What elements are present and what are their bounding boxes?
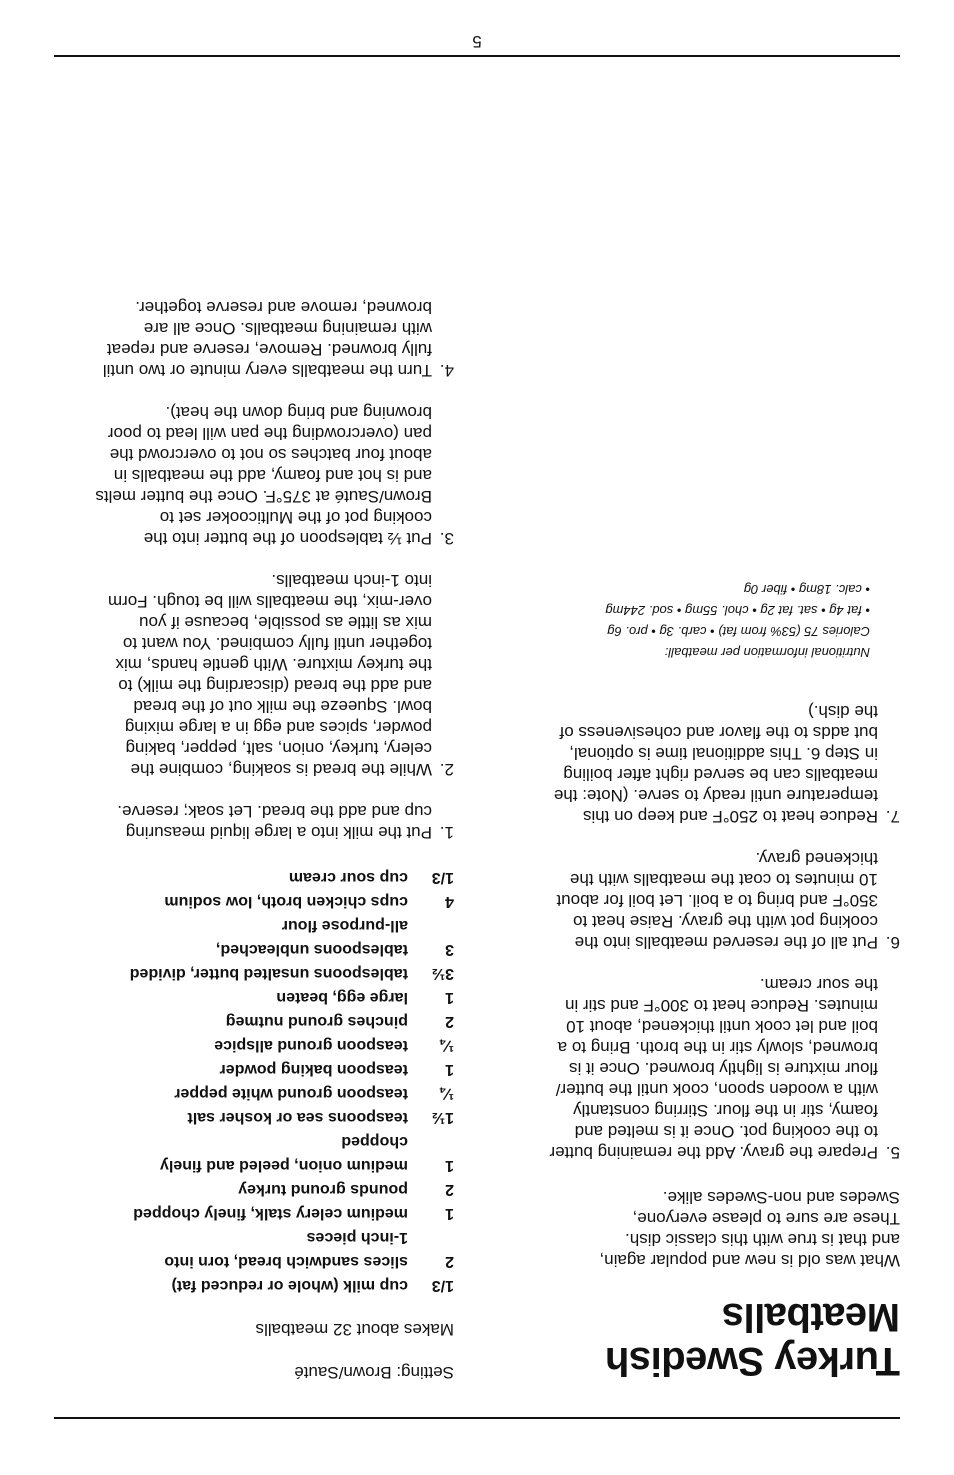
ingredient-description: [54, 1057, 408, 1081]
step-line: foamy, stir in the flour. Stirring constantly: [573, 1101, 878, 1120]
step-line: Prepare the gravy. Add the remaining butter: [549, 1143, 878, 1162]
ingredient-item: [54, 985, 454, 1009]
step-number: 7.: [885, 807, 900, 826]
step-line: Brown/Sauté at 375°F. Once the butter melts: [95, 487, 432, 506]
ingredient-amount: 1/3: [431, 869, 454, 886]
steps-right-list: [54, 297, 454, 843]
ingredient-amount: 1: [445, 1205, 454, 1222]
step-line: Put all of the reserved meatballs into the: [574, 933, 878, 952]
step-line: meatballs can be served right after boiling: [563, 765, 878, 784]
step-line: thickened gravy.: [755, 849, 878, 868]
ingredient-line: pounds ground turkey: [238, 1181, 408, 1198]
step-line: and is hot and foamy, add the meatballs in: [113, 466, 432, 485]
ingredient-description: [54, 1177, 408, 1201]
instruction-step: [490, 848, 900, 953]
step-line: to the cooking pot. Once it is melted and: [574, 1122, 878, 1141]
nutrition-line: • calc. 18mg • fiber 0g: [743, 582, 870, 597]
ingredient-item: [54, 1033, 454, 1057]
nutrition-info: [490, 579, 900, 663]
page-number: 5: [472, 32, 482, 51]
ingredient-amount: ¼: [440, 1037, 454, 1054]
ingredient-description: [54, 961, 408, 985]
ingredient-amount: 2: [445, 1181, 454, 1198]
step-text: [117, 801, 432, 843]
ingredient-line: teaspoon ground allspice: [214, 1037, 408, 1054]
ingredient-description: [54, 865, 408, 889]
instruction-step: [490, 974, 900, 1163]
ingredient-amount: 2: [445, 1013, 454, 1030]
step-line: flour mixture is lightly browned. Once it is: [569, 1059, 878, 1078]
instruction-step: [54, 402, 454, 549]
ingredient-description: [54, 913, 408, 961]
top-rule: [54, 1417, 900, 1419]
ingredient-line: pinches ground nutmeg: [225, 1013, 408, 1030]
step-line: bowl. Squeeze the milk out of the bread: [133, 697, 432, 716]
ingredient-line: large egg, beaten: [276, 989, 408, 1006]
step-line: While the bread is soaking, combine the: [130, 760, 432, 779]
ingredient-amount: 3: [445, 941, 454, 958]
ingredient-amount: 1½: [431, 1109, 454, 1126]
ingredient-description: [54, 1081, 408, 1105]
step-text: [95, 402, 432, 549]
step-line: into 1-inch meatballs.: [271, 571, 432, 590]
recipe-title: Turkey Swedish Meatballs: [605, 1295, 900, 1383]
ingredient-list: [54, 865, 454, 1297]
step-text: [549, 974, 878, 1163]
step-line: cooking pot of the Multicooker set to: [159, 508, 432, 527]
intro-line: These are sure to please everyone,: [632, 1209, 900, 1228]
step-line: boil and let cook until thickened, about 10: [566, 1017, 878, 1036]
ingredient-amount: 1: [445, 1157, 454, 1174]
ingredient-amount: 2: [445, 1253, 454, 1270]
step-line: the dish.): [808, 702, 878, 721]
bottom-rule: [54, 55, 900, 57]
ingredient-line: teaspoon baking powder: [219, 1061, 408, 1078]
step-line: browned, remove and reserve together.: [135, 298, 432, 317]
ingredient-line: all-purpose flour: [281, 917, 408, 934]
ingredient-line: cups chicken broth, low sodium: [164, 893, 408, 910]
instruction-step: [490, 701, 900, 827]
step-number: 3.: [439, 529, 454, 548]
ingredient-line: tablespoons unbleached,: [215, 941, 408, 958]
step-line: with remaining meatballs. Once all are: [143, 319, 432, 338]
ingredient-line: teaspoons sea or kosher salt: [187, 1109, 408, 1126]
step-line: powder, spices and egg in a large mixing: [124, 718, 432, 737]
ingredient-item: [54, 961, 454, 985]
step-line: the sour cream.: [759, 975, 878, 994]
ingredient-item: [54, 1009, 454, 1033]
ingredient-item: [54, 1177, 454, 1201]
step-line: 10 minutes to coat the meatballs with the: [569, 870, 878, 889]
step-line: together until fully combined. You want to: [122, 634, 432, 653]
step-line: cooking pot with the gravy. Raise heat to: [573, 912, 878, 931]
recipe-setting: Setting: Brown/Sauté: [294, 1363, 454, 1382]
ingredient-description: [54, 1009, 408, 1033]
ingredient-line: cup sour cream: [288, 869, 408, 886]
step-line: Reduce heat to 250°F and keep on this: [582, 807, 878, 826]
step-text: [103, 297, 432, 381]
step-line: mix as little as possible, because if you: [139, 613, 432, 632]
ingredient-description: [54, 1033, 408, 1057]
step-number: 4.: [439, 361, 454, 380]
instruction-step: [54, 570, 454, 780]
ingredient-line: chopped: [341, 1133, 408, 1150]
recipe-yield: Makes about 32 meatballs: [255, 1320, 454, 1339]
step-line: pan (overcrowding the pan will lead to poor: [107, 424, 432, 443]
ingredient-item: [54, 1081, 454, 1105]
ingredient-item: [54, 1273, 454, 1297]
intro-line: What was old is new and popular again,: [599, 1251, 900, 1270]
step-line: Put ½ tablespoon of the butter into the: [143, 529, 432, 548]
ingredient-line: medium onion, peeled and finely: [159, 1157, 408, 1174]
ingredient-description: [54, 1273, 408, 1297]
ingredient-amount: ¼: [440, 1085, 454, 1102]
recipe-intro: [570, 1187, 900, 1271]
ingredient-description: [54, 985, 408, 1009]
ingredient-description: [54, 1225, 408, 1273]
left-column: [490, 579, 900, 1383]
ingredient-line: teaspoon ground white pepper: [174, 1085, 408, 1102]
ingredient-item: [54, 1057, 454, 1081]
right-column: [54, 276, 454, 1383]
ingredient-line: tablespoons unsalted butter, divided: [129, 965, 408, 982]
step-line: Turn the meatballs every minute or two until: [102, 361, 432, 380]
ingredient-item: [54, 1129, 454, 1177]
step-number: 2.: [439, 760, 454, 779]
step-line: temperature until ready to serve. (Note: the: [553, 786, 878, 805]
ingredient-line: medium celery stalk, finely chopped: [133, 1205, 408, 1222]
step-line: but adds to the flavor and cohesiveness of: [559, 723, 878, 742]
nutrition-line: • fat 4g • sat. fat 2g • chol. 55mg • sod. 244mg: [605, 603, 870, 618]
ingredient-description: [54, 1129, 408, 1177]
step-line: with a wooden spoon, cook until the butter/: [555, 1080, 878, 1099]
ingredient-item: [54, 1225, 454, 1273]
ingredient-amount: 3½: [431, 965, 454, 982]
step-line: and add the bread (discarding the milk) to: [118, 676, 432, 695]
step-line: browning and bring down the heat).: [165, 403, 432, 422]
ingredient-description: [54, 1201, 408, 1225]
step-line: over-mix, the meatballs will be tough. Form: [107, 592, 432, 611]
step-line: about four batches so not to overcrowd the: [109, 445, 432, 464]
step-line: fully browned. Remove, reserve and repeat: [106, 340, 432, 359]
ingredient-item: [54, 913, 454, 961]
step-text: [554, 701, 878, 827]
step-number: 1.: [439, 823, 454, 842]
intro-line: and that is true with this classic dish.: [625, 1230, 900, 1249]
step-line: 350°F and bring to a boil. Let boil for about: [556, 891, 878, 910]
step-line: Put the milk into a large liquid measuring: [125, 823, 432, 842]
nutrition-line: Nutritional information per meatball:: [664, 645, 870, 660]
ingredient-description: [54, 889, 408, 913]
step-line: in Step 6. This additional time is optional,: [569, 744, 878, 763]
ingredient-item: [54, 1105, 454, 1129]
ingredient-line: slices sandwich bread, torn into: [164, 1253, 408, 1270]
step-line: browned, slowly stir in the broth. Bring to a: [557, 1038, 878, 1057]
ingredient-line: cup milk (whole or reduced fat): [171, 1277, 408, 1294]
ingredient-amount: 1: [445, 989, 454, 1006]
step-text: [556, 848, 878, 953]
nutrition-line: Calories 75 (53% from fat) • carb. 3g • pro. 6g: [607, 624, 870, 639]
ingredient-amount: 1: [445, 1061, 454, 1078]
ingredient-item: [54, 1201, 454, 1225]
ingredient-item: [54, 865, 454, 889]
intro-line: Swedes and non-Swedes alike.: [662, 1188, 900, 1207]
instruction-step: [54, 297, 454, 381]
ingredient-amount: 1/3: [431, 1277, 454, 1294]
step-number: 5.: [885, 1143, 900, 1162]
step-line: the turkey mixture. With gentle hands, mix: [115, 655, 432, 674]
ingredient-item: [54, 889, 454, 913]
ingredient-amount: 4: [445, 893, 454, 910]
step-text: [108, 570, 432, 780]
step-number: 6.: [885, 933, 900, 952]
step-line: minutes. Reduce heat to 300°F and stir in: [565, 996, 878, 1015]
steps-left-list: [490, 701, 900, 1163]
ingredient-line: 1-inch pieces: [306, 1229, 408, 1246]
ingredient-description: [54, 1105, 408, 1129]
step-line: celery, turkey, onion, salt, pepper, baking: [125, 739, 432, 758]
step-line: cup and add the bread. Let soak; reserve.: [117, 802, 432, 821]
instruction-step: [54, 801, 454, 843]
